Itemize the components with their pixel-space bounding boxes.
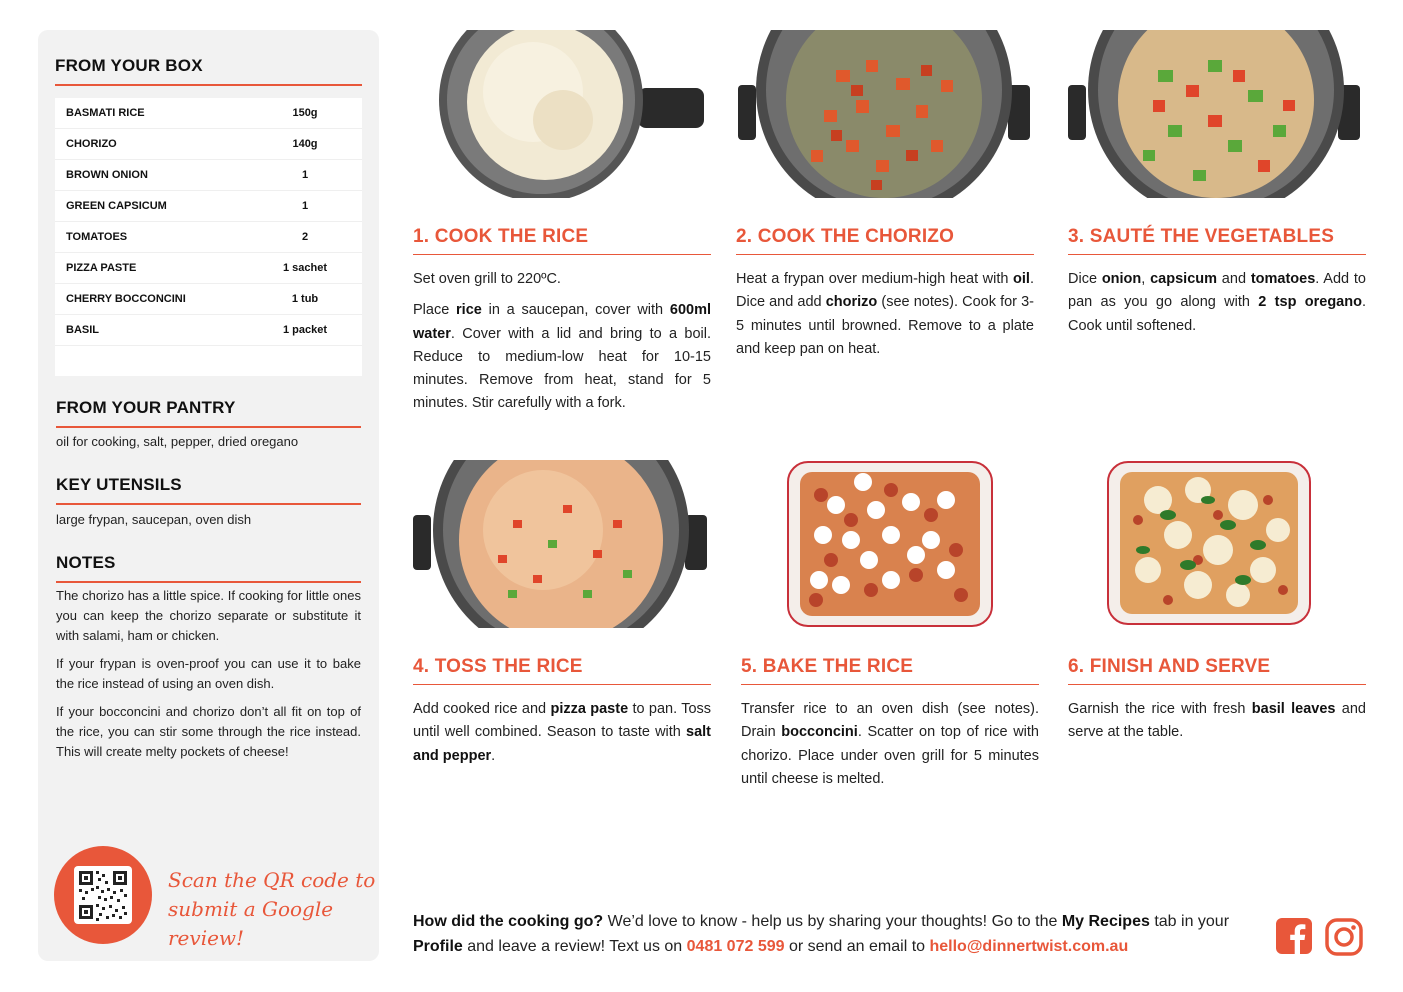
ingredient-highlight: oil: [1013, 271, 1030, 287]
qr-line-2: submit a Google review!: [168, 897, 334, 950]
table-row: [55, 129, 362, 160]
pan-vegetables-image: [1068, 30, 1366, 198]
ingredient-highlight: bocconcini: [781, 724, 858, 741]
step-5-para: [741, 698, 1039, 791]
step-4-para: [413, 698, 711, 768]
step-3-image: [1068, 30, 1366, 198]
text: . Cover with a lid and bring to a boil. Reduce to medium-low heat for 10-15 minutes. Remove from heat, stand for 5 minutes. Stir carefully with a fork.: [413, 325, 711, 412]
ingredient-name: BASMATI RICE: [66, 107, 145, 119]
ingredient-qty: 1 tub: [291, 293, 319, 305]
qr-badge: [54, 846, 152, 944]
qr-code[interactable]: [74, 866, 132, 924]
ingredient-highlight: capsicum: [1150, 271, 1218, 287]
text: or send an email to: [784, 938, 930, 955]
text: Add cooked rice and: [413, 701, 551, 717]
step-2: [736, 30, 1034, 369]
pantry-title: FROM YOUR PANTRY: [56, 398, 361, 428]
ingredient-name: CHERRY BOCCONCINI: [66, 293, 186, 305]
pantry-text: oil for cooking, salt, pepper, dried oregano: [56, 434, 299, 449]
text: and serve at the table.: [1068, 701, 1366, 741]
text: . Cook until softened.: [1068, 294, 1366, 334]
text: We’d love to know - help us by sharing your thoughts! Go to the: [603, 913, 1062, 930]
ingredient-highlight: pizza paste: [550, 701, 629, 717]
ingredient-qty: 140g: [292, 138, 318, 150]
table-row: [55, 160, 362, 191]
ingredient-name: TOMATOES: [66, 231, 128, 243]
ingredient-highlight: basil leaves: [1251, 701, 1336, 717]
ingredient-highlight: 2 tsp oregano: [1258, 294, 1362, 311]
qr-review-text: [168, 866, 379, 953]
text: . Add to pan as you go along with: [1068, 271, 1366, 311]
text: Dice: [1068, 271, 1102, 287]
step-3-para: [1068, 268, 1366, 338]
note-paragraph: The chorizo has a little spice. If cooking for little ones you can keep the chorizo separate or substitute it with salami, ham or chicken.: [56, 588, 361, 643]
ingredient-qty: 1: [301, 169, 309, 181]
qr-code-icon: [74, 866, 132, 924]
text: Garnish the rice with fresh: [1068, 701, 1252, 717]
notes-title: NOTES: [56, 553, 361, 583]
step-3: [1068, 30, 1366, 346]
ingredients-table: [55, 98, 362, 376]
step-2-para: [736, 268, 1034, 361]
instagram-icon[interactable]: [1325, 918, 1363, 956]
step-4: [413, 460, 711, 776]
step-5-body: [741, 698, 1039, 791]
table-spacer: [55, 346, 362, 376]
ingredient-highlight: chorizo: [825, 294, 878, 311]
table-row: [55, 191, 362, 222]
email-link[interactable]: hello@dinnertwist.com.au: [929, 938, 1129, 955]
text: (see notes). Cook for 3-5 minutes until browned. Remove to a plate and keep pan on heat.: [736, 294, 1035, 357]
step-4-image: [413, 460, 711, 628]
step-1-para-1: Set oven grill to 220ºC.: [413, 271, 561, 287]
table-row: [55, 284, 362, 315]
my-recipes-label: My Recipes: [1061, 913, 1150, 930]
step-2-body: [736, 268, 1034, 361]
footer-question: How did the cooking go?: [413, 913, 604, 930]
feedback-footer: [413, 909, 1263, 959]
text: tab in your: [1149, 913, 1230, 930]
step-1: [413, 30, 711, 424]
table-row: [55, 98, 362, 129]
table-row: [55, 222, 362, 253]
text: Transfer rice to an oven dish (see notes). Drain: [741, 701, 1039, 741]
note-paragraph: If your frypan is oven-proof you can use it to bake the rice instead of using an oven dish.: [56, 656, 361, 691]
step-1-para-2: [413, 299, 711, 415]
pan-chorizo-image: [736, 30, 1034, 198]
ingredient-name: CHORIZO: [66, 138, 117, 150]
text: . Scatter on top of rice with chorizo. Place under oven grill for 5 minutes until cheese is melted.: [741, 724, 1039, 787]
step-1-image: [413, 30, 711, 198]
ingredient-name: GREEN CAPSICUM: [66, 200, 167, 212]
step-5-title: 5. BAKE THE RICE: [741, 656, 1039, 685]
step-6-body: [1068, 698, 1366, 745]
ingredient-highlight: 600ml water: [413, 302, 711, 342]
step-3-body: [1068, 268, 1366, 338]
from-your-box-title: FROM YOUR BOX: [55, 56, 362, 86]
step-3-title: 3. SAUTÉ THE VEGETABLES: [1068, 226, 1366, 255]
ingredient-highlight: salt and pepper: [413, 724, 711, 764]
text: and leave a review! Text us on: [462, 938, 687, 955]
step-2-image: [736, 30, 1034, 198]
phone-link[interactable]: 0481 072 599: [686, 938, 785, 955]
text: .: [491, 747, 496, 764]
step-6: [1068, 460, 1366, 753]
notes-body: [56, 586, 361, 770]
step-5: [741, 460, 1039, 799]
sidebar: [38, 30, 379, 961]
text: ,: [1141, 271, 1151, 287]
step-6-image: [1068, 460, 1366, 628]
ingredient-qty: 1 packet: [282, 324, 328, 336]
facebook-icon[interactable]: [1276, 918, 1312, 954]
pot-rice-image: [413, 30, 711, 198]
table-row: [55, 315, 362, 346]
ingredient-name: PIZZA PASTE: [66, 262, 137, 274]
step-1-body: [413, 268, 711, 416]
step-6-para: [1068, 698, 1366, 745]
oven-dish-bocconcini-image: [741, 460, 1039, 628]
ingredient-qty: 150g: [292, 107, 318, 119]
table-row: [55, 253, 362, 284]
qr-line-1: Scan the QR code to: [168, 868, 376, 892]
ingredient-name: BROWN ONION: [66, 169, 148, 181]
text: and: [1217, 271, 1251, 287]
text: to pan. Toss until well combined. Season to taste with: [413, 701, 712, 741]
step-6-title: 6. FINISH AND SERVE: [1068, 656, 1366, 685]
text: in a saucepan, cover with: [481, 302, 670, 319]
ingredient-highlight: onion: [1101, 271, 1142, 287]
pan-tossed-rice-image: [413, 460, 711, 628]
ingredient-name: BASIL: [66, 324, 99, 336]
step-4-title: 4. TOSS THE RICE: [413, 656, 711, 685]
text: Heat a frypan over medium-high heat with: [736, 271, 1014, 287]
utensils-text: large frypan, saucepan, oven dish: [56, 512, 252, 527]
oven-dish-finished-image: [1068, 460, 1366, 628]
step-2-title: 2. COOK THE CHORIZO: [736, 226, 1034, 255]
text: Place: [413, 302, 457, 319]
ingredient-highlight: rice: [456, 302, 482, 319]
utensils-title: KEY UTENSILS: [56, 475, 361, 505]
ingredient-qty: 1: [301, 200, 309, 212]
ingredient-qty: 2: [301, 231, 309, 243]
text: . Dice and add: [736, 271, 1034, 311]
ingredient-highlight: tomatoes: [1250, 271, 1316, 287]
profile-label: Profile: [413, 938, 463, 955]
step-5-image: [741, 460, 1039, 628]
step-4-body: [413, 698, 711, 768]
note-paragraph: If your bocconcini and chorizo don’t all fit on top of the rice, you can stir some through the rice instead. This will create melty pockets of cheese!: [56, 704, 361, 759]
ingredient-qty: 1 sachet: [282, 262, 328, 274]
step-1-title: 1. COOK THE RICE: [413, 226, 711, 255]
